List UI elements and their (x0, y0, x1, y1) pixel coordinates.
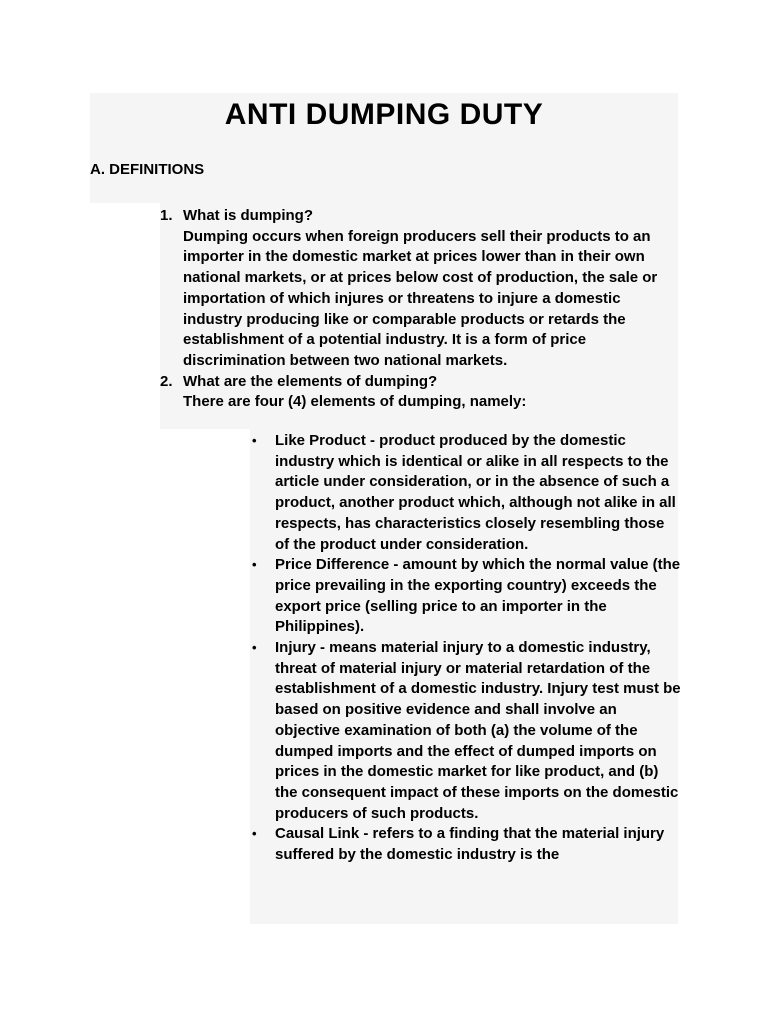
section-heading: A. DEFINITIONS (90, 161, 205, 178)
element-text: Price Difference - amount by which the normal value (the price prevailing in the exporting country) exceeds the export price (selling price to an importer in the Philippines). (275, 556, 681, 636)
element-text: Causal Link - refers to a finding that the material injury suffered by the domestic industry is the (275, 825, 665, 864)
bullet-icon: • (252, 826, 257, 842)
elements-list (250, 431, 682, 866)
document-title: ANTI DUMPING DUTY (224, 98, 544, 131)
answer-text: Dumping occurs when foreign producers sell their products to an importer in the domestic market at prices lower than in their own national markets, or at prices below cost of production, the sale or importation of which injures or threatens to injure a domestic industry producing like or comparable products or retards the establishment of a potential industry. It is a form of price discrimination between two national markets. (183, 227, 658, 369)
bullet-icon: • (252, 557, 257, 573)
bullet-icon: • (252, 640, 257, 656)
bullet-icon: • (252, 433, 257, 448)
list-item (250, 638, 682, 824)
list-number: 1. (160, 207, 173, 224)
element-text: Injury - means material injury to a domestic industry, threat of material injury or material retardation of the establishment of a domestic industry. Injury test must be based on positive evidence and shall involve an objective examination of both (a) the volume of the dumped imports and the effect of dumped imports on prices in the domestic market for like product, and (b) the consequent impact of these imports on the domestic producers of such products. (275, 639, 681, 822)
list-item (250, 824, 682, 865)
list-number: 2. (160, 372, 173, 390)
question-text: What are the elements of dumping? (183, 372, 438, 390)
question-item (160, 372, 680, 413)
question-item (160, 206, 680, 372)
answer-text: There are four (4) elements of dumping, namely: (183, 393, 527, 411)
question-text: What is dumping? (183, 207, 313, 224)
list-item (250, 431, 682, 555)
question-list (160, 206, 680, 413)
element-text: Like Product - product produced by the domestic industry which is identical or alike in all respects to the article under consideration, or in the absence of such a product, another product which, although not alike in all respects, has characteristics closely resembling those of the product under consideration. (275, 432, 676, 553)
list-item (250, 555, 682, 638)
